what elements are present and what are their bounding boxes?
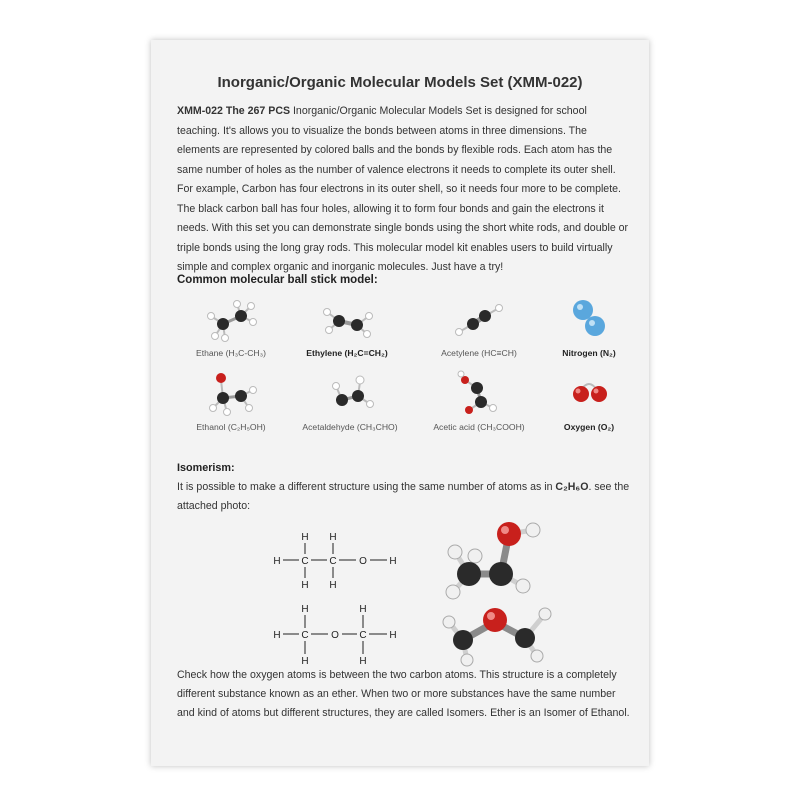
svg-text:H: H xyxy=(301,580,309,588)
molecule-caption: Oxygen (O₂) xyxy=(563,422,615,432)
svg-text:C: C xyxy=(329,556,337,567)
instruction-sheet xyxy=(151,40,649,766)
isomerism-heading: Isomerism: xyxy=(177,462,235,474)
molecule-ethane xyxy=(171,294,291,358)
acetylene-model-image xyxy=(449,294,509,346)
page-title: Inorganic/Organic Molecular Models Set (XMM-022) xyxy=(217,74,583,91)
svg-text:H: H xyxy=(273,630,281,641)
svg-text:H: H xyxy=(301,604,309,615)
svg-text:H: H xyxy=(329,580,337,588)
molecule-caption: Acetic acid (CH₃COOH) xyxy=(433,422,525,432)
svg-text:C: C xyxy=(359,630,367,641)
ether-3d-model-photo xyxy=(433,600,563,670)
molecule-caption: Ethane (H₃C-CH₃) xyxy=(195,348,267,358)
molecule-caption: Ethanol (C₂H₅OH) xyxy=(196,422,266,432)
ethanol-model-image xyxy=(201,368,261,420)
ethanol-structural-formula xyxy=(269,528,409,588)
acetaldehyde-model-image xyxy=(320,368,380,420)
molecule-caption: Acetylene (HC≡CH) xyxy=(441,348,517,358)
isomerism-intro xyxy=(177,478,637,516)
molecule-caption: Ethylene (H₂C=CH₂) xyxy=(306,348,388,358)
molecule-ethylene xyxy=(287,294,407,358)
models-heading: Common molecular ball stick model: xyxy=(177,274,378,286)
svg-text:H: H xyxy=(359,604,367,615)
svg-text:O: O xyxy=(331,630,339,641)
svg-text:H: H xyxy=(359,656,367,666)
molecule-acetylene xyxy=(419,294,539,358)
svg-text:C: C xyxy=(301,556,309,567)
isomerism-text-end: . see the attached photo: xyxy=(177,481,630,512)
molecule-ethanol xyxy=(171,368,291,432)
isomerism-conclusion: Check how the oxygen atoms is between the two carbon atoms. This structure is a completely different substance known as an ether. When two or more substances have the same number and kind of atoms but different structures, they are called Isomers. Ether is an Isomer of Ethanol. xyxy=(177,669,630,719)
ethylene-model-image xyxy=(317,294,377,346)
molecule-acetaldehyde xyxy=(290,368,410,432)
formula-c2h6o: C₂H₆O xyxy=(555,481,589,493)
ethane-model-image xyxy=(201,294,261,346)
svg-text:C: C xyxy=(301,630,309,641)
nitrogen-model-image xyxy=(559,294,619,346)
intro-bold-lead: XMM-022 The 267 PCS xyxy=(177,105,291,117)
intro-paragraph xyxy=(177,102,629,278)
svg-text:H: H xyxy=(389,630,397,641)
svg-text:H: H xyxy=(301,656,309,666)
svg-text:O: O xyxy=(359,556,367,567)
molecule-nitrogen xyxy=(529,294,649,358)
acetic-acid-model-image xyxy=(449,368,509,420)
svg-text:H: H xyxy=(329,532,337,543)
ether-structural-formula xyxy=(269,600,409,666)
ethanol-3d-model-photo xyxy=(433,512,563,602)
molecule-acetic-acid xyxy=(419,368,539,432)
svg-text:H: H xyxy=(301,532,309,543)
molecule-caption: Nitrogen (N₂) xyxy=(562,348,616,358)
molecule-caption: Acetaldehyde (CH₃CHO) xyxy=(302,422,398,432)
oxygen-model-image xyxy=(559,368,619,420)
intro-text: Inorganic/Organic Molecular Models Set is designed for school teaching. It's allows you to visualize the bonds between atoms in three dimensions. The elements are represented by colored balls and the bonds by flexible rods. Each atom has the same number of holes as the number of valence electrons it needs to complete its outer shell. For example, Carbon has four electrons in its outer shell, so it needs four more to be complete. The black carbon ball has four holes, allowing it to form four bonds and gain the electrons it needs. With this set you can demonstrate single bonds using the short white rods, and double or triple bonds using the long gray rods. This molecular model kit enables users to build virtually simple and complex organic and inorganic molecules. Just have a try! xyxy=(177,105,629,273)
isomerism-text: It is possible to make a different structure using the same number of atoms as in xyxy=(177,481,556,493)
svg-text:H: H xyxy=(389,556,397,567)
molecule-oxygen xyxy=(529,368,649,432)
formula-h: H xyxy=(273,556,281,567)
